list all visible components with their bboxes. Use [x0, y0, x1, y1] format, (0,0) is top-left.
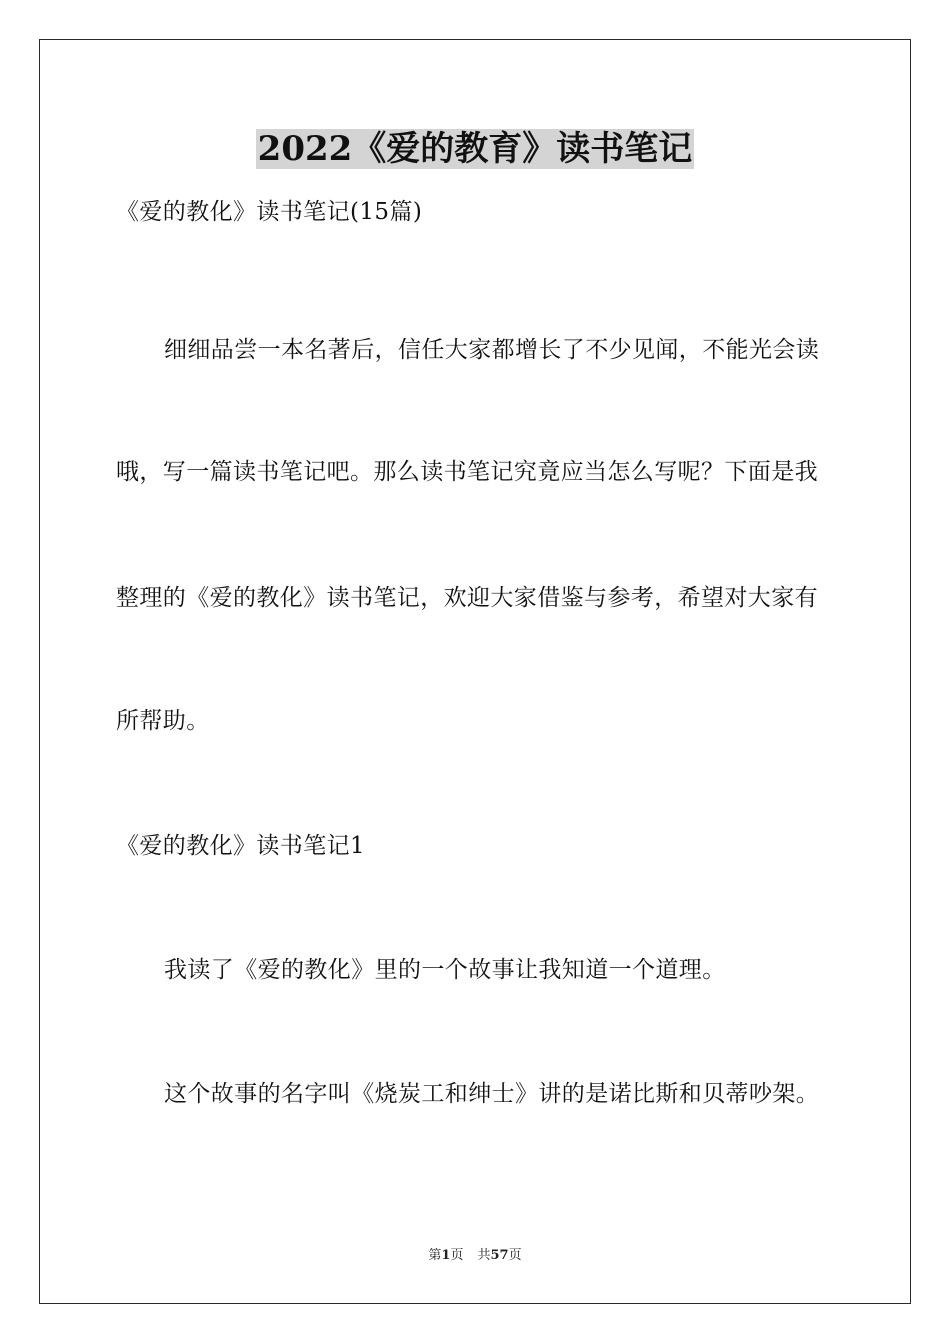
total-pages: 57: [490, 1248, 509, 1263]
page-border: [39, 39, 911, 1304]
paragraph-1: 我读了《爱的教化》里的一个故事让我知道一个道理。: [164, 957, 726, 983]
intro-line-2: 哦，写一篇读书笔记吧。那么读书笔记究竟应当怎么写呢？下面是我: [116, 459, 818, 485]
title-text: 2022《爱的教育》读书笔记: [257, 129, 693, 169]
total-prefix: 共: [477, 1248, 491, 1263]
document-title: [0, 124, 950, 174]
intro-line-4: 所帮助。: [116, 708, 210, 734]
intro-line-3: 整理的《爱的教化》读书笔记，欢迎大家借鉴与参考，希望对大家有: [116, 585, 818, 611]
total-suffix: 页: [508, 1248, 522, 1263]
page-footer: [0, 1246, 950, 1266]
section-heading: 《爱的教化》读书笔记1: [116, 833, 366, 859]
paragraph-2: 这个故事的名字叫《烧炭工和绅士》讲的是诺比斯和贝蒂吵架。: [164, 1081, 820, 1107]
page-number: 1: [441, 1248, 451, 1263]
page-suffix: 页: [450, 1248, 464, 1263]
subtitle: 《爱的教化》读书笔记(15篇): [116, 199, 423, 225]
page-prefix: 第: [428, 1248, 442, 1263]
intro-line-1: 细细品尝一本名著后，信任大家都增长了不少见闻，不能光会读: [164, 337, 820, 363]
